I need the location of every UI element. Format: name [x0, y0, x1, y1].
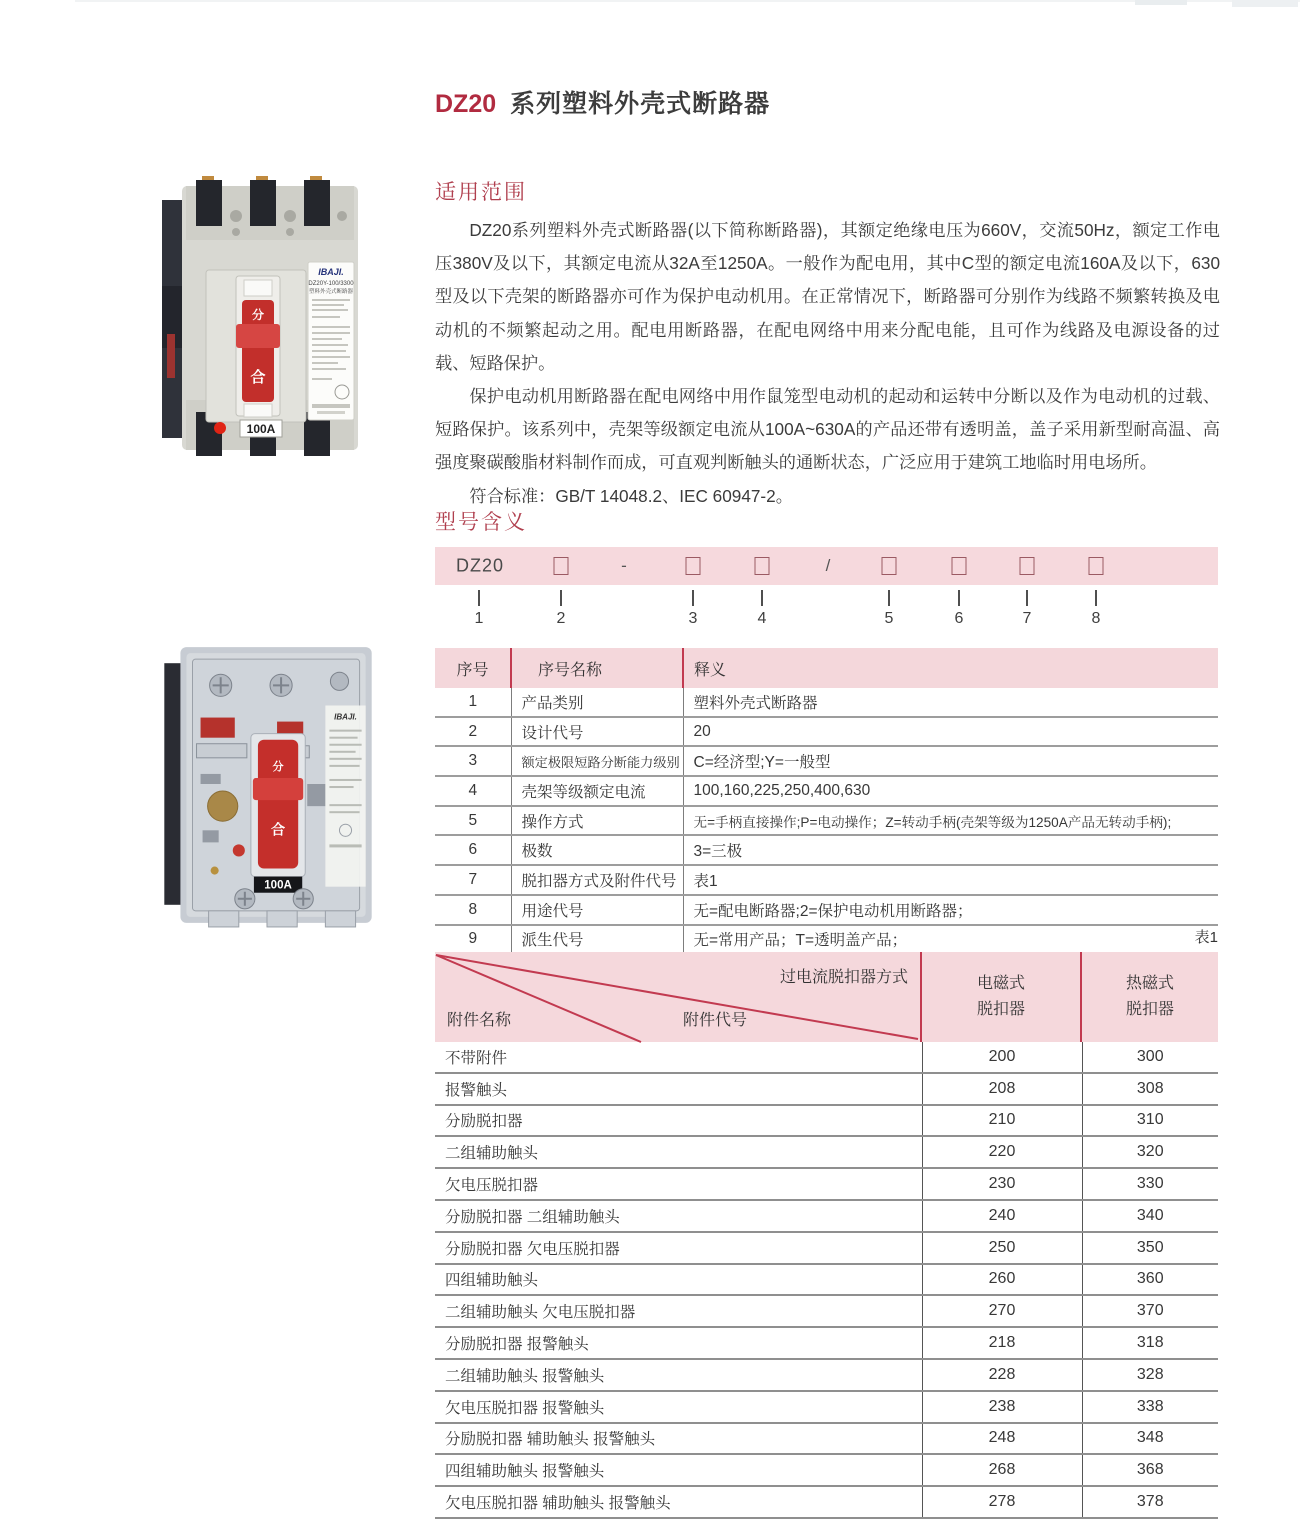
- thermomagnetic-code-cell: 308: [1082, 1073, 1218, 1105]
- index-cell: 2: [435, 717, 511, 747]
- toggle-on-label: 合: [250, 369, 266, 386]
- accessory-name-cell: 分励脱扣器 报警触头: [435, 1327, 922, 1359]
- meaning-cell: 无=配电断路器;2=保护电动机用断路器；: [683, 895, 1218, 925]
- accessory-table-row: [435, 1327, 1218, 1359]
- thermomagnetic-code-cell: 360: [1082, 1264, 1218, 1296]
- name-cell: 脱扣器方式及附件代号: [511, 865, 683, 895]
- col-header-meaning: 释义: [683, 648, 1218, 688]
- position-tick: [478, 590, 480, 606]
- electromagnetic-code-cell: 268: [922, 1454, 1082, 1486]
- model-code-band: [435, 547, 1218, 585]
- meaning-cell: 塑料外壳式断路器: [683, 688, 1218, 717]
- thermomagnetic-code-cell: 320: [1082, 1136, 1218, 1168]
- accessory-name-cell: 欠电压脱扣器 辅助触头 报警触头: [435, 1486, 922, 1518]
- diagonal-header-cell: [435, 952, 922, 1042]
- meaning-cell: 无=常用产品；T=透明盖产品；: [683, 925, 1218, 955]
- electromagnetic-code-cell: 260: [922, 1264, 1082, 1296]
- thermomagnetic-code-cell: 338: [1082, 1391, 1218, 1423]
- name-cell: 产品类别: [511, 688, 683, 717]
- electromagnetic-code-cell: 218: [922, 1327, 1082, 1359]
- accessory-table-row: [435, 1454, 1218, 1486]
- name-cell: 操作方式: [511, 806, 683, 836]
- index-cell: 1: [435, 688, 511, 717]
- electromagnetic-code-cell: 240: [922, 1200, 1082, 1232]
- position-number: 5: [884, 610, 894, 627]
- electromagnetic-code-cell: 248: [922, 1423, 1082, 1455]
- position-tick: [888, 590, 890, 606]
- accessory-table-row: [435, 1232, 1218, 1264]
- thermomagnetic-code-cell: 370: [1082, 1295, 1218, 1327]
- page-top-crop-artifact: [1135, 0, 1187, 5]
- scope-paragraphs: [435, 214, 1220, 513]
- position-tick: [560, 590, 562, 606]
- electromagnetic-code-cell: 270: [922, 1295, 1082, 1327]
- table-header-row: [435, 648, 1218, 688]
- product-photo-solid-breaker: [150, 166, 370, 466]
- model-table-row: [435, 688, 1218, 717]
- accessory-name-cell: 四组辅助触头 报警触头: [435, 1454, 922, 1486]
- thermomagnetic-code-cell: 328: [1082, 1359, 1218, 1391]
- position-tick: [1026, 590, 1028, 606]
- thermomagnetic-code-cell: 300: [1082, 1042, 1218, 1073]
- model-code-placeholder-box: [882, 557, 897, 575]
- electromagnetic-code-cell: 208: [922, 1073, 1082, 1105]
- meaning-cell: 3=三极: [683, 835, 1218, 865]
- accessory-table-row: [435, 1168, 1218, 1200]
- electromagnetic-code-cell: 238: [922, 1391, 1082, 1423]
- product-photo-transparent-breaker: [156, 633, 380, 935]
- model-table-row: [435, 835, 1218, 865]
- diagonal-label-trip-mode: 过电流脱扣器方式: [779, 969, 908, 986]
- name-cell: 设计代号: [511, 717, 683, 747]
- model-table-row: [435, 776, 1218, 806]
- page-top-crop-artifact: [1232, 0, 1298, 7]
- thermomagnetic-code-cell: 348: [1082, 1423, 1218, 1455]
- product-series-code: DZ20: [435, 90, 497, 118]
- toggle-off-label: 分: [272, 760, 284, 773]
- position-number: 7: [1022, 610, 1032, 627]
- scope-paragraph: 符合标准：GB/T 14048.2、IEC 60947-2。: [469, 485, 793, 506]
- model-code-slash: /: [825, 556, 831, 575]
- model-meaning-table: [435, 648, 1218, 955]
- electromagnetic-code-cell: 228: [922, 1359, 1082, 1391]
- accessory-name-cell: 二组辅助触头 报警触头: [435, 1359, 922, 1391]
- position-number: 6: [954, 610, 964, 627]
- meaning-cell: 20: [683, 717, 1218, 747]
- accessory-table-row: [435, 1105, 1218, 1137]
- toggle-off-label: 分: [251, 308, 265, 322]
- electromagnetic-code-cell: 210: [922, 1105, 1082, 1137]
- model-table-row: [435, 895, 1218, 925]
- position-number: 2: [556, 610, 566, 627]
- model-code-placeholder-box: [686, 557, 701, 575]
- position-number: 4: [757, 610, 767, 627]
- page-top-crop-artifact: [75, 0, 1300, 2]
- model-code-dash: -: [621, 556, 627, 575]
- model-code-position-markers: [435, 590, 1218, 636]
- diagonal-label-accessory-code: 附件代号: [683, 1012, 748, 1029]
- model-code-prefix: DZ20: [455, 555, 505, 576]
- position-number: 3: [688, 610, 698, 627]
- name-cell: 派生代号: [511, 925, 683, 955]
- section-heading-model: 型号含义: [435, 511, 527, 534]
- model-table-row: [435, 746, 1218, 776]
- accessory-name-cell: 分励脱扣器 欠电压脱扣器: [435, 1232, 922, 1264]
- electromagnetic-code-cell: 200: [922, 1042, 1082, 1073]
- accessory-table-row: [435, 1295, 1218, 1327]
- thermomagnetic-code-cell: 330: [1082, 1168, 1218, 1200]
- accessory-table-row: [435, 1359, 1218, 1391]
- position-tick: [761, 590, 763, 606]
- thermomagnetic-code-cell: 310: [1082, 1105, 1218, 1137]
- index-cell: 4: [435, 776, 511, 806]
- accessory-table-row: [435, 1423, 1218, 1455]
- name-cell: 极数: [511, 835, 683, 865]
- electromagnetic-code-cell: 250: [922, 1232, 1082, 1264]
- toggle-on-label: 合: [271, 821, 286, 838]
- accessory-name-cell: 四组辅助触头: [435, 1264, 922, 1296]
- accessory-code-table: [435, 952, 1218, 1519]
- scope-paragraph: 保护电动机用断路器在配电网络中用作鼠笼型电动机的起动和运转中分断以及作为电动机的过载、短路保护。该系列中，壳架等级额定电流从100A~630A的产品还带有透明盖，盖子采用新型耐高温、高强度聚碳酸脂材料制作而成，可直观判断触头的通断状态，广泛应用于建筑工地临时用电场所。: [435, 386, 1220, 473]
- meaning-cell: 无=手柄直接操作;P=电动操作；Z=转动手柄(壳架等级为1250A产品无转动手柄);: [683, 806, 1218, 836]
- rating-badge: 100A: [264, 879, 292, 892]
- accessory-name-cell: 欠电压脱扣器: [435, 1168, 922, 1200]
- col-header-index: 序号: [435, 648, 511, 688]
- toggle-handle: [258, 740, 298, 869]
- model-table-row: [435, 865, 1218, 895]
- model-table-row: [435, 717, 1218, 747]
- rating-badge: 100A: [246, 422, 276, 436]
- accessory-table-row: [435, 1073, 1218, 1105]
- accessory-table-row: [435, 1200, 1218, 1232]
- meaning-cell: 表1: [683, 865, 1218, 895]
- model-label: DZ20Y-100/3300: [308, 281, 354, 287]
- indicator-dot: [214, 422, 226, 434]
- electromagnetic-code-cell: 278: [922, 1486, 1082, 1518]
- accessory-name-cell: 分励脱扣器: [435, 1105, 922, 1137]
- table1-caption: 表1: [1194, 929, 1218, 946]
- model-code-placeholder-box: [1089, 557, 1104, 575]
- accessory-name-cell: 报警触头: [435, 1073, 922, 1105]
- thermomagnetic-code-cell: 368: [1082, 1454, 1218, 1486]
- index-cell: 5: [435, 806, 511, 836]
- model-code-placeholder-box: [952, 557, 967, 575]
- accessory-table-row: [435, 1042, 1218, 1073]
- accessory-table-row: [435, 1486, 1218, 1518]
- diagonal-label-accessory-name: 附件名称: [447, 1012, 512, 1029]
- index-cell: 9: [435, 925, 511, 955]
- name-cell: 额定极限短路分断能力级别: [511, 746, 683, 776]
- index-cell: 7: [435, 865, 511, 895]
- model-table-row: [435, 806, 1218, 836]
- thermomagnetic-code-cell: 318: [1082, 1327, 1218, 1359]
- electromagnetic-code-cell: 220: [922, 1136, 1082, 1168]
- col-header-name: 序号名称: [511, 648, 683, 688]
- position-number: 1: [474, 610, 484, 627]
- thermomagnetic-code-cell: 340: [1082, 1200, 1218, 1232]
- accessory-table-header: [435, 952, 1218, 1042]
- thermomagnetic-code-cell: 378: [1082, 1486, 1218, 1518]
- position-number: 8: [1091, 610, 1101, 627]
- page-title: [435, 84, 770, 120]
- accessory-name-cell: 分励脱扣器 辅助触头 报警触头: [435, 1423, 922, 1455]
- electromagnetic-code-cell: 230: [922, 1168, 1082, 1200]
- brand-logo: IBAJI.: [318, 267, 344, 277]
- name-cell: 壳架等级额定电流: [511, 776, 683, 806]
- position-tick: [692, 590, 694, 606]
- index-cell: 6: [435, 835, 511, 865]
- model-code-placeholder-box: [755, 557, 770, 575]
- meaning-cell: C=经济型;Y=一般型: [683, 746, 1218, 776]
- meaning-cell: 100,160,225,250,400,630: [683, 776, 1218, 806]
- col-header-thermomagnetic: 热磁式 脱扣器: [1125, 975, 1174, 1018]
- accessory-name-cell: 二组辅助触头 欠电压脱扣器: [435, 1295, 922, 1327]
- accessory-table-row: [435, 1136, 1218, 1168]
- index-cell: 3: [435, 746, 511, 776]
- accessory-name-cell: 欠电压脱扣器 报警触头: [435, 1391, 922, 1423]
- section-heading-scope: 适用范围: [435, 181, 527, 204]
- product-series-name: 系列塑料外壳式断路器: [510, 90, 771, 118]
- accessory-table-row: [435, 1391, 1218, 1423]
- position-tick: [1095, 590, 1097, 606]
- index-cell: 8: [435, 895, 511, 925]
- product-name-label: 塑料外壳式断路器: [308, 289, 354, 295]
- accessory-name-cell: 二组辅助触头: [435, 1136, 922, 1168]
- scope-paragraph: DZ20系列塑料外壳式断路器(以下简称断路器)，其额定绝缘电压为660V，交流50Hz，额定工作电压380V及以下，其额定电流从32A至1250A。一般作为配电用，其中C型的额定电流160A及以下，630型及以下壳架的断路器亦可作为保护电动机用。在正常情况下，断路器可分别作为线路不频繁转换及电动机的不频繁起动之用。配电用断路器，在配电网络中用来分配电能，且可作为线路及电源设备的过载、短路保护。: [435, 220, 1220, 373]
- brand-logo: IBAJI.: [334, 712, 357, 722]
- col-header-electromagnetic: 电磁式 脱扣器: [922, 952, 1082, 1042]
- accessory-name-cell: 分励脱扣器 二组辅助触头: [435, 1200, 922, 1232]
- accessory-name-cell: 不带附件: [435, 1042, 922, 1073]
- accessory-table-row: [435, 1264, 1218, 1296]
- position-tick: [958, 590, 960, 606]
- thermomagnetic-code-cell: 350: [1082, 1232, 1218, 1264]
- model-code-placeholder-box: [1020, 557, 1035, 575]
- model-code-placeholder-box: [554, 557, 569, 575]
- name-cell: 用途代号: [511, 895, 683, 925]
